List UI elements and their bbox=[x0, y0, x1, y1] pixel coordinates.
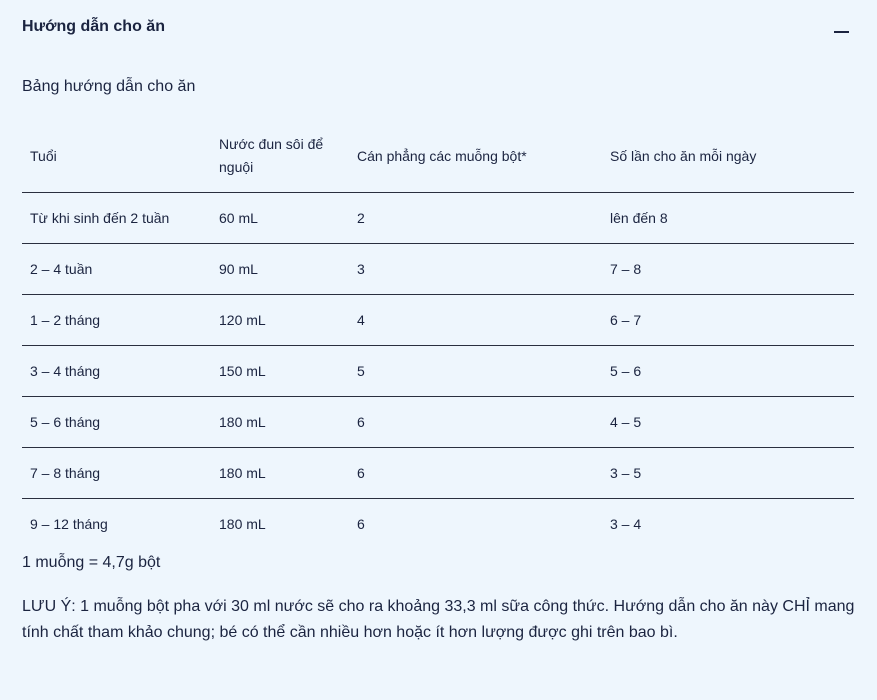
header-age: Tuổi bbox=[22, 120, 211, 193]
cell-feeds: 6 – 7 bbox=[602, 295, 854, 346]
cell-scoops: 3 bbox=[349, 244, 602, 295]
cell-feeds: 3 – 4 bbox=[610, 516, 642, 532]
cell-scoops: 6 bbox=[349, 397, 602, 448]
table-row bbox=[22, 295, 854, 346]
cell-water: 180 mL bbox=[211, 397, 349, 448]
cell-scoops: 5 bbox=[349, 346, 602, 397]
table-row bbox=[22, 244, 854, 295]
cell-age: 7 – 8 tháng bbox=[22, 448, 211, 499]
cell-age: Từ khi sinh đến 2 tuần bbox=[22, 193, 211, 244]
table-row bbox=[22, 193, 854, 244]
cell-water: 150 mL bbox=[211, 346, 349, 397]
table-title: Bảng hướng dẫn cho ăn bbox=[22, 78, 196, 95]
accordion-header[interactable] bbox=[0, 0, 877, 58]
caution-note: LƯU Ý: 1 muỗng bột pha với 30 ml nước sẽ cho ra khoảng 33,3 ml sữa công thức. Hướng dẫn cho ăn này CHỈ mang tính chất tham khảo chung; bé có thể cần nhiều hơn hoặc ít hơn lượng được ghi trên bao bì. bbox=[22, 598, 855, 641]
header-water: Nước đun sôi để nguội bbox=[211, 120, 349, 193]
cell-water: 90 mL bbox=[211, 244, 349, 295]
cell-age: 9 – 12 tháng bbox=[30, 516, 108, 532]
cell-feeds: lên đến 8 bbox=[602, 193, 854, 244]
table-row bbox=[22, 346, 854, 397]
table-row bbox=[22, 499, 854, 550]
minus-icon[interactable] bbox=[833, 23, 851, 39]
cell-scoops: 6 bbox=[349, 448, 602, 499]
accordion-title: Hướng dẫn cho ăn bbox=[22, 18, 165, 35]
cell-feeds: 3 – 5 bbox=[602, 448, 854, 499]
cell-age: 5 – 6 tháng bbox=[22, 397, 211, 448]
cell-age: 2 – 4 tuần bbox=[22, 244, 211, 295]
cell-water: 180 mL bbox=[219, 516, 266, 532]
cell-scoops: 2 bbox=[349, 193, 602, 244]
cell-water: 180 mL bbox=[211, 448, 349, 499]
table-header-row bbox=[22, 120, 854, 193]
header-feeds-per-day: Số lần cho ăn mỗi ngày bbox=[602, 120, 854, 193]
table-row bbox=[22, 397, 854, 448]
cell-feeds: 4 – 5 bbox=[602, 397, 854, 448]
cell-water: 60 mL bbox=[211, 193, 349, 244]
cell-scoops: 4 bbox=[349, 295, 602, 346]
cell-feeds: 7 – 8 bbox=[602, 244, 854, 295]
scoop-weight-note: 1 muỗng = 4,7g bột bbox=[22, 554, 161, 571]
feeding-guide-table bbox=[22, 120, 854, 549]
cell-feeds: 5 – 6 bbox=[602, 346, 854, 397]
cell-water: 120 mL bbox=[211, 295, 349, 346]
header-scoops: Cán phẳng các muỗng bột* bbox=[349, 120, 602, 193]
cell-scoops: 6 bbox=[357, 516, 365, 532]
cell-age: 1 – 2 tháng bbox=[22, 295, 211, 346]
cell-age: 3 – 4 tháng bbox=[22, 346, 211, 397]
table-row bbox=[22, 448, 854, 499]
